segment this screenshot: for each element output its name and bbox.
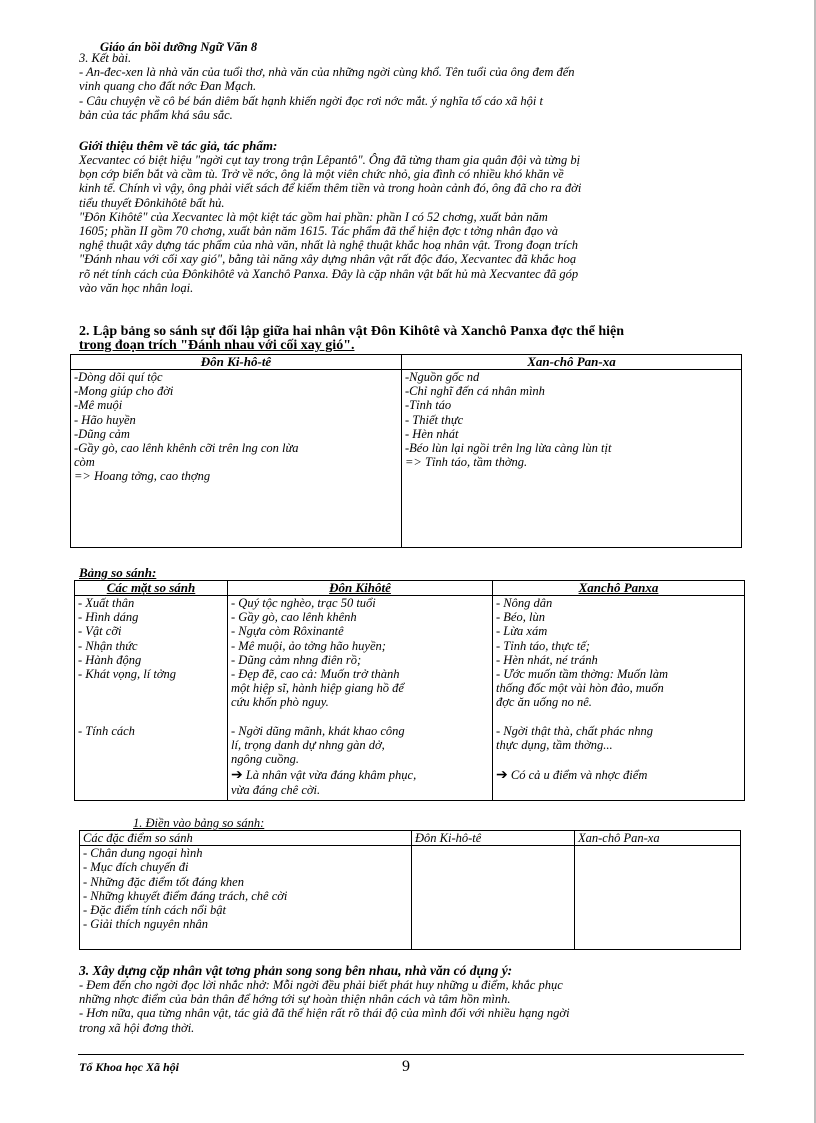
table3-empty-cell-xan[interactable] bbox=[575, 846, 741, 950]
comparison-table-1 bbox=[70, 354, 742, 548]
list-item: còm bbox=[74, 455, 95, 470]
list-item: - Đặc điểm tính cách nổi bật bbox=[83, 903, 227, 918]
section3-line: trong xã hội đơng thời. bbox=[79, 1020, 195, 1035]
section2-heading-line1: 2. Lập bảng so sánh sự đối lập giữa hai nhân vật Đôn Kihôtê và Xanchô Panxa đợc thể hiện bbox=[79, 324, 625, 339]
list-item: cứu khốn phò nguy. bbox=[231, 695, 329, 710]
conclusion-text: Có cả u điểm và nhợc điểm bbox=[510, 768, 648, 783]
table2-row2-col3 bbox=[493, 710, 745, 801]
list-item: -Béo lùn lại ngồi trên lng lừa càng lùn tịt bbox=[405, 441, 612, 456]
section3-heading: 3. Xây dựng cặp nhân vật tơng phản song song bên nhau, nhà văn có dụng ý: bbox=[79, 963, 513, 978]
list-item: -Mê muội bbox=[74, 398, 123, 413]
list-item: - Nhận thức bbox=[78, 638, 138, 653]
table2-header-don: Đôn Kihôtê bbox=[228, 581, 493, 596]
gioi-thieu-line: nghệ thuật xây dựng tác phẩm của nhà văn, nhất là nghệ thuật khắc hoạ nhân vật. Trong đoạn trích bbox=[79, 238, 579, 253]
list-item: -Mong giúp cho đời bbox=[74, 384, 174, 399]
ket-bai-heading: 3. Kết bài. bbox=[79, 51, 132, 65]
ket-bai-line: bản của tác phẩm khá sâu sắc. bbox=[79, 107, 233, 122]
table1-left-cell bbox=[71, 370, 402, 548]
section3-line: những nhợc điểm của bản thân để hớng tới sự hoàn thiện nhân cách và tâm hồn mình. bbox=[79, 992, 511, 1007]
list-item: - Nông dân bbox=[496, 596, 553, 610]
gioi-thieu-line: 1605; phần II gồm 70 chơng, xuất bản năm 1615. Tác phẩm đã thể hiện đợc t tởng nhân đạo và bbox=[79, 224, 558, 239]
section2-heading bbox=[79, 325, 749, 353]
list-item: - Thiết thực bbox=[405, 412, 464, 427]
list-item: - Chân dung ngoại hình bbox=[83, 846, 203, 861]
table2-row1-col2 bbox=[228, 596, 493, 710]
list-item: - Hình dáng bbox=[78, 610, 139, 625]
gioi-thieu-heading: Giới thiệu thêm về tác giả, tác phẩm: bbox=[79, 138, 278, 153]
list-item: - Dũng cảm nhng điên rồ; bbox=[231, 652, 362, 667]
list-item: - Tỉnh táo, thực tế; bbox=[496, 638, 590, 653]
table2-row2-col2 bbox=[228, 710, 493, 801]
list-item: - Ngựa còm Rôxinantê bbox=[231, 624, 344, 639]
table2-header-aspects: Các mặt so sánh bbox=[75, 581, 228, 596]
list-item: - Xuất thân bbox=[78, 596, 135, 610]
footer-department: Tổ Khoa học Xã hội bbox=[79, 1060, 180, 1074]
list-item: thống đốc một vài hòn đảo, muốn bbox=[496, 681, 664, 696]
page-number: 9 bbox=[402, 1058, 410, 1075]
list-item: một hiệp sĩ, hành hiệp giang hồ để bbox=[231, 681, 404, 696]
list-item: -Nguồn gốc nd bbox=[405, 370, 480, 384]
list-item: ngông cuồng. bbox=[231, 752, 300, 767]
list-item: - Khát vọng, lí tởng bbox=[78, 667, 176, 682]
section3-line: - Hơn nữa, qua từng nhân vật, tác giả đã thể hiện rất rõ thái độ của mình đối với nhiều hạng ngời bbox=[79, 1006, 570, 1021]
list-item: - Đẹp đẽ, cao cả: Muốn trở thành bbox=[231, 667, 400, 682]
list-item: -Tỉnh táo bbox=[405, 398, 452, 413]
table3-header-xan: Xan-chô Pan-xa bbox=[575, 831, 741, 846]
gioi-thieu-line: kinh tế. Chính vì vậy, ông phải viết sách để kiếm thêm tiền và trong hoàn cảnh đó, ông đã cho ra đời bbox=[79, 181, 582, 196]
list-item: -Chỉ nghĩ đến cá nhân mình bbox=[405, 384, 545, 399]
table3-header-don: Đôn Ki-hô-tê bbox=[412, 831, 575, 846]
arrow-right-icon: ➔ bbox=[231, 768, 243, 784]
gioi-thieu-line: tiểu thuyết Đônkihôtê bất hủ. bbox=[79, 195, 225, 210]
list-item: -Dòng dõi quí tộc bbox=[74, 370, 163, 384]
list-item: -Dũng cảm bbox=[74, 426, 130, 441]
list-item: - Vật cỡi bbox=[78, 624, 122, 639]
list-item: - Hèn nhát bbox=[405, 426, 459, 441]
gioi-thieu-block bbox=[79, 139, 744, 295]
edge-marks bbox=[812, 0, 816, 1123]
table2-row1-col1 bbox=[75, 596, 228, 710]
section3-line: - Đem đến cho ngời đọc lời nhắc nhở: Mỗi ngời đều phải biết phát huy những u điểm, khắc phục bbox=[79, 978, 563, 992]
gioi-thieu-line: Xecvantec có biệt hiệu "ngời cụt tay trong trận Lêpantô". Ông đã từng tham gia quân đội và từng bị bbox=[79, 153, 581, 167]
arrow-right-icon: ➔ bbox=[496, 768, 508, 784]
list-item: - Quý tộc nghèo, trạc 50 tuổi bbox=[231, 596, 376, 610]
ket-bai-line: vinh quang cho đất nớc Đan Mạch. bbox=[79, 79, 257, 94]
table3-header-aspects: Các đặc điểm so sánh bbox=[80, 831, 412, 846]
gioi-thieu-line: bọn cớp biển bắt và cầm tù. Trở về nớc, ông là một viên chức nhỏ, gia đình có nhiều khó khăn về bbox=[79, 167, 564, 182]
list-item: => Tỉnh táo, tầm thờng. bbox=[405, 455, 528, 470]
gioi-thieu-line: rõ nét tính cách của Đônkihôtê và Xanchô Panxa. Đây là cặp nhân vật bất hủ mà Xecvantec đã góp bbox=[79, 266, 579, 281]
footer-divider bbox=[78, 1054, 744, 1055]
gioi-thieu-line: "Đôn Kihôtê" của Xecvantec là một kiệt tác gồm hai phần: phần I có 52 chơng, xuất bản năm bbox=[79, 209, 548, 224]
ket-bai-line: - Câu chuyện về cô bé bán diêm bất hạnh khiến ngời đọc rơi nớc mắt. ý nghĩa tố cáo xã hội t bbox=[79, 93, 544, 108]
conclusion-text: vừa đáng chê cời. bbox=[231, 783, 321, 798]
list-item: - Béo, lùn bbox=[496, 610, 545, 625]
table1-header-don: Đôn Ki-hô-tê bbox=[71, 355, 402, 370]
table3-items-cell bbox=[80, 846, 412, 950]
list-item: - Hèn nhát, né tránh bbox=[496, 652, 598, 667]
list-item: - Những khuyết điểm đáng trách, chê cời bbox=[83, 888, 288, 903]
list-item: - Hành động bbox=[78, 652, 142, 667]
dien-vao-heading: 1. Điền vào bảng so sánh: bbox=[133, 816, 265, 830]
fill-in-table bbox=[79, 830, 741, 950]
comparison-table-2 bbox=[74, 580, 745, 801]
list-item: -Gầy gò, cao lênh khênh cỡi trên lng con lừa bbox=[74, 441, 299, 456]
table2-row2-col1 bbox=[75, 710, 228, 801]
list-item: - Hão huyền bbox=[74, 412, 136, 427]
list-item: - Ngời dũng mãnh, khát khao công bbox=[231, 723, 405, 738]
ket-bai-line: - An-đec-xen là nhà văn của tuổi thơ, nhà văn của những ngời cùng khổ. Tên tuổi của ông đem đến bbox=[79, 65, 575, 80]
gioi-thieu-line: vào văn học nhân loại. bbox=[79, 280, 194, 295]
list-item: lí, trọng danh dự nhng gàn dở, bbox=[231, 737, 385, 752]
list-item: - Tính cách bbox=[78, 723, 135, 738]
list-item: - Những đặc điểm tốt đáng khen bbox=[83, 874, 244, 889]
section2-heading-line2: trong đoạn trích "Đánh nhau với cối xay gió". bbox=[79, 338, 355, 353]
list-item: - Ước muốn tầm thờng: Muốn làm bbox=[496, 667, 669, 682]
section3-block bbox=[79, 964, 749, 1035]
list-item: - Mê muội, ảo tởng hão huyền; bbox=[231, 638, 386, 653]
conclusion-text: Là nhân vật vừa đáng khâm phục, bbox=[245, 768, 417, 783]
list-item: - Lừa xám bbox=[496, 624, 548, 639]
list-item: - Mục đích chuyến đi bbox=[83, 860, 189, 875]
gioi-thieu-line: "Đánh nhau với cối xay gió", bằng tài năng xây dựng nhân vật rất độc đáo, Xecvantec đã khắc hoạ bbox=[79, 252, 577, 267]
list-item: - Gầy gò, cao lênh khênh bbox=[231, 610, 357, 625]
list-item: - Giải thích nguyên nhân bbox=[83, 917, 208, 932]
bang-so-sanh-heading: Bảng so sánh: bbox=[79, 565, 157, 580]
table1-header-xan: Xan-chô Pan-xa bbox=[402, 355, 742, 370]
list-item: đợc ăn uống no nê. bbox=[496, 695, 592, 710]
list-item: => Hoang tởng, cao thợng bbox=[74, 469, 211, 484]
list-item: - Ngời thật thà, chất phác nhng bbox=[496, 723, 654, 738]
page-header-title: Giáo án bồi dưỡng Ngữ Văn 8 bbox=[100, 40, 258, 54]
table1-right-cell bbox=[402, 370, 742, 548]
table2-header-xan: Xanchô Panxa bbox=[493, 581, 745, 596]
ket-bai-block bbox=[79, 51, 739, 122]
table3-empty-cell-don[interactable] bbox=[412, 846, 575, 950]
table2-row1-col3 bbox=[493, 596, 745, 710]
list-item: thực dụng, tầm thờng... bbox=[496, 737, 613, 752]
